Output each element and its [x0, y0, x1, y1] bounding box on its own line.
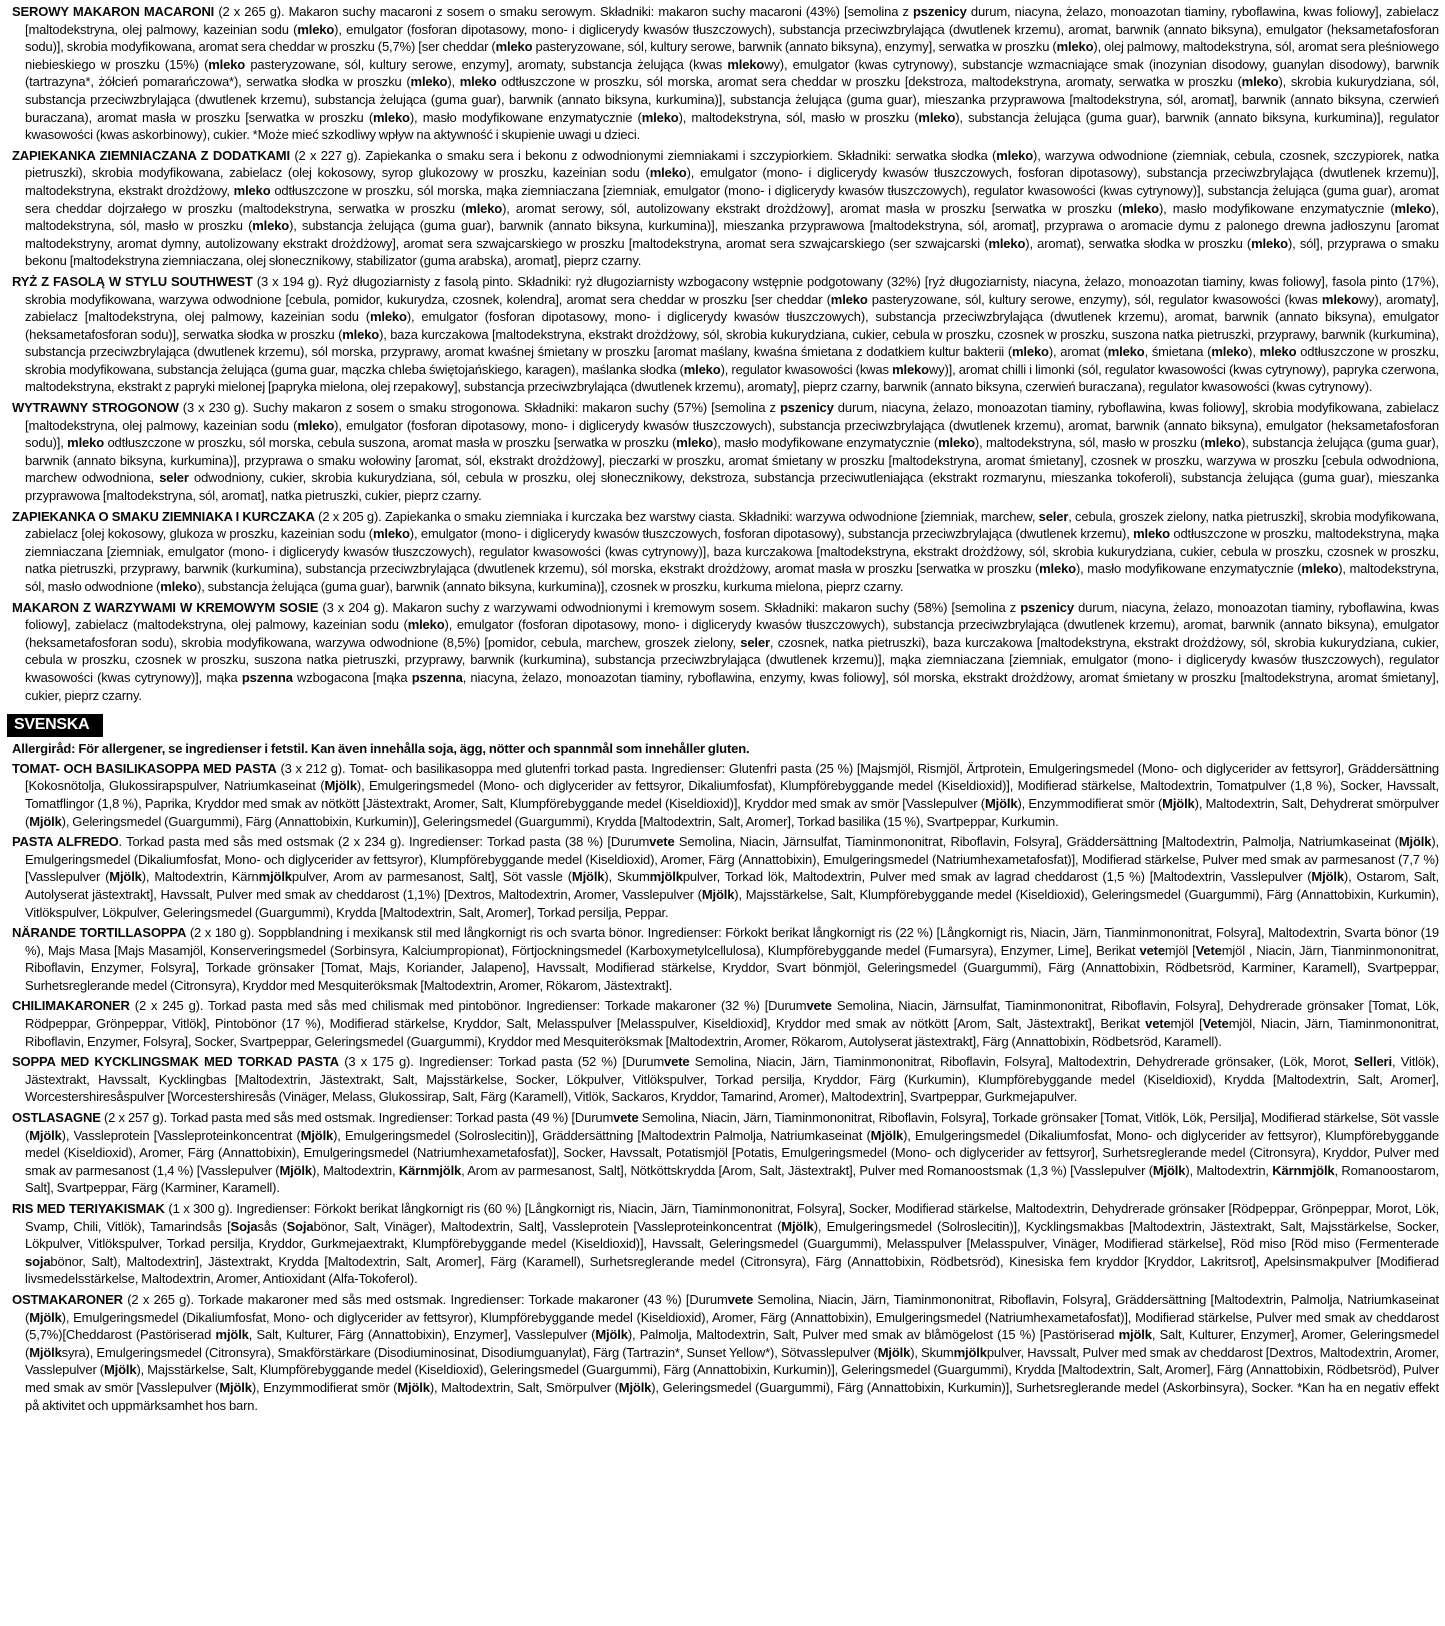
ingredient-paragraph: RYŻ Z FASOLĄ W STYLU SOUTHWEST (3 x 194 g). Ryż długoziarnisty z fasolą pinto. Składniki: ryż długoziarnisty wzbogacony wstępnie podgotowany (32%) [ryż długoziarnisty, niacyna, żelazo, monoazotan tiaminy, kwas foliowy], fasola pinto (17%), skrobia modyfikowana, warzywa odwodnione [cebula, pomidor, kukurydza, czosnek, kolendra], aromat sera cheddar w proszku [ser cheddar (mleko pasteryzowane, sól, kultury serowe, enzymy), sól, regulator kwasowości (kwas mlekowy), aromaty], zabielacz [maltodekstryna, olej palmowy, kazeinian sodu (mleko), emulgator (fosforan dipotasowy, mono- i diglicerydy kwasów tłuszczowych), substancja przeciwzbrylająca (dwutlenek krzemu), aromat, barwnik (annato biksyna), emulgator (heksametafosforan sodu)], serwatka słodka w proszku (mleko), baza kurczakowa [maltodekstryna, ekstrakt drożdżowy, sól, skrobia kukurydziana, cukier, cebula w proszku, czosnek w proszku, suszona natka pietruszki, przyprawy, barwnik (kurkumina), substancja przeciwzbrylająca (dwutlenek krzemu), sól morska, przyprawy, aromat kwaśnej śmietany w proszku [aromat maślany, kwaśna śmietana z dodatkiem kultur bakterii (mleko), aromat (mleko, śmietana (mleko), mleko odtłuszczone w proszku, skrobia modyfikowana, substancja żelująca (guma guar, mączka chleba świętojańskiego, karagen), maślanka słodka (mleko), regulator kwasowości (kwas mlekowy)], aromat chilli i limonki (sól, regulator kwasowości (kwas cytrynowy), papryka czerwona, maltodekstryna, ekstrakt z papryki mielonej [papryka mielona, olej rzepakowy], substancja przeciwzbrylająca (dwutlenek krzemu), aromaty], pieprz czarny, barwnik (annato biksyna, czerwień buraczana), regulator kwasowości (kwas cytrynowy). — [12, 273, 1440, 395]
ingredient-paragraph: CHILIMAKARONER (2 x 245 g). Torkad pasta med sås med chilismak med pintobönor. Ingredienser: Torkade makaroner (32 %) [Durumvete Semolina, Niacin, Järnsulfat, Tiaminmononitrat, Riboflavin, Folsyra], Dehydrerade grönsaker [Tomat, Lök, Rödpeppar, Grönpeppar, Vitlök], Pintobönor (17 %), Modifierad stärkelse, Kryddor, Salt, Melasspulver [Melasspulver, Kiseldioxid], Kryddor med smak av nötkött [Arom, Salt, Jästextrakt], Berikat vetemjöl [Vetemjöl, Niacin, Järn, Tiaminmononitrat, Riboflavin, Enzymer, Folsyra], Socker, Svartpeppar, Geleringsmedel (Guargummi), Kryddor med Mesquiteröksmak [Maltodextrin, Aromer, Rökarom, Autolyserat jästextrakt], Färg (Annattobixin, Rödbetsröd, Karamell). — [12, 998, 1440, 1049]
ingredient-paragraph: RIS MED TERIYAKISMAK (1 x 300 g). Ingredienser: Förkokt berikat långkornigt ris (60 %) [Långkornigt ris, Niacin, Järn, Tiaminmononitrat, Folsyra], Socker, Modifierad stärkelse, Maltodextrin, Dehydrerade grönsaker [Rödpeppar, Grönpeppar, Morot, Lök, Svamp, Chili, Vitlök), Tamarindsås [Sojasås (Sojabönor, Salt, Vinäger), Maltodextrin, Salt], Vassleprotein [Vassleproteinkoncentrat (Mjölk), Emulgeringsmedel (Solroslecitin)], Kycklingsmakbas [Maltodextrin, Jästextrakt, Salt, Majsstärkelse, Socker, Lökpulver, Vitlökspulver, Torkad persilja, Kryddor, Gurkmejaextrakt, Klumpförebyggande medel (Kiseldioxid)], Havssalt, Geleringsmedel (Guargummi), Melasspulver [Melasspulver, Vinäger, Modifierad stärkelse], Röd miso [Röd miso (Fermenterade sojabönor, Salt), Maltodextrin], Jästextrakt, Krydda [Maltodextrin, Salt, Aromer], Färg (Karamell), Surhetsreglerande medel (Citronsyra), Färg (Annattobixin, Rödbetsröd), Kinesiska fem kryddor [Kryddor, Lakritsrot], Apelsinsmakpulver [Modifierad livsmedelsstärkelse, Maltodextrin, Aromer, Antioxidant (Alfa-Tokoferol). — [12, 1201, 1439, 1287]
ingredient-paragraph: NÄRANDE TORTILLASOPPA (2 x 180 g). Soppblandning i mexikansk stil med långkornigt ris och svarta bönor. Ingredienser: Förkokt berikat långkornigt ris (22 %) [Långkornigt ris, Niacin, Järn, Tianminmononitrat, Folsyra], Maltodextrin, Svarta bönor (19 %), Majs Masa [Majs Masamjöl, Konserveringsmedel (Sorbinsyra, Kalciumpropionat), Förtjockningsmedel (Karboxymetylcellulosa), Klumpförebyggande medel (Fumarsyra), Enzymer, Lime], Berikat vetemjöl [Vetemjöl , Niacin, Järn, Tianminmononitrat, Riboflavin, Enzymer, Folsyra], Torkade grönsaker [Tomat, Majs, Koriander, Jalapeno], Havssalt, Modifierad stärkelse, Kryddor, Svart bönmjöl, Geleringsmedel (Guargummi), Färg (Annattobixin, Rödbetsröd, Karminer, Karamell), Svartpeppar, Surhetsreglerande medel (Citronsyra), Kryddor med Mesquiteröksmak [Maltodextrin, Aromer, Rökarom, Jästextrakt]. — [12, 925, 1439, 993]
ingredient-paragraph: SEROWY MAKARON MACARONI (2 x 265 g). Makaron suchy macaroni z sosem o smaku serowym. Składniki: makaron suchy macaroni (43%) [semolina z pszenicy durum, niacyna, żelazo, monoazotan tiaminy, ryboflawina, kwas foliowy], zabielacz [maltodekstryna, olej palmowy, kazeinian sodu (mleko), emulgator (fosforan dipotasowy, mono- i diglicerydy kwasów tłuszczowych), substancja przeciwzbrylająca (dwutlenek krzemu), aromat, barwnik (annato biksyna), emulgator (heksametafosforan sodu)], skrobia modyfikowana, aromat sera cheddar w proszku (5,7%) [ser cheddar (mleko pasteryzowane, sól, kultury serowe, barwnik (annato biksyna), enzymy], serwatka w proszku (mleko), olej palmowy, maltodekstryna, sól, aromat sera pleśniowego niebieskiego w proszku (15%) (mleko pasteryzowane, sól, kultury serowe, enzymy], aromaty, substancja żelująca (kwas mlekowy), emulgator (kwas cytrynowy), substancje wzmacniające smak (inozynian disodowy, guanylan disodowy), barwnik (tartrazyna*, żółcień pomarańczowa*), serwatka słodka w proszku (mleko), mleko odtłuszczone w proszku, sól morska, aromat sera cheddar w proszku [dekstroza, maltodekstryna, aromaty, serwatka w proszku (mleko), skrobia kukurydziana, sól, substancja przeciwzbrylająca (dwutlenek krzemu), substancja żelująca (guma guar), barwnik (annato biksyna, kurkumina)], substancja żelująca (guma guar), mieszanka przyprawowa [maltodekstryna, sól, aromat], barwnik (annato biksyna, czerwień buraczana), aromat masła w proszku [serwatka w proszku (mleko), masło modyfikowane enzymatycznie (mleko), maltodekstryna, sól, masło w proszku (mleko), substancja żelująca (guma guar), barwnik (annato biksyna, kurkumina)], regulator kwasowości (kwas askorbinowy), cukier. *Może mieć szkodliwy wpływ na aktywność i skupienie uwagi u dzieci. — [12, 4, 1440, 143]
section-swedish — [6, 760, 1439, 1414]
section-polish — [6, 3, 1439, 704]
svenska-badge: SVENSKA — [7, 714, 103, 737]
allergy-advice: Allergiråd: För allergener, se ingredienser i fetstil. Kan även innehålla soja, ägg, nötter och spannmål som innehåller gluten. — [12, 741, 750, 757]
ingredient-paragraph: ZAPIEKANKA ZIEMNIACZANA Z DODATKAMI (2 x 227 g). Zapiekanka o smaku sera i bekonu z odwodnionymi ziemniakami i szczypiorkiem. Składniki: serwatka słodka (mleko), warzywa odwodnione (ziemniak, cebula, czosnek, szczypiorek, natka pietruszki), skrobia modyfikowana, zabielacz (olej kokosowy, syrop glukozowy w proszku, kazeinian sodu (mleko), emulgator (mono- i diglicerydy kwasów tłuszczowych, fosforan dipotasowy), substancja przeciwzbrylająca (dwutlenek krzemu)], maltodekstryna, ekstrakt drożdżowy, mleko odtłuszczone w proszku, sól morska, mąka ziemniaczana [ziemniak, emulgator (mono- i diglicerydy kwasów tłuszczowych), regulator kwasowości (kwas cytrynowy)], substancja żelująca (guma guar), aromat sera cheddar dojrzałego w proszku (maltodekstryna, serwatka w proszku (mleko), aromat serowy, sól, autolizowany ekstrakt drożdżowy], aromat masła w proszku [serwatka w proszku (mleko), masło modyfikowane enzymatycznie (mleko), maltodekstryna, sól, masło w proszku (mleko), substancja żelująca (guma guar), barwnik (annato biksyna, kurkumina)], mieszanka przyprawowa [maltodekstryna, sól, aromat], przyprawa o aromacie dymu z palonego drewna jadłoszynu [aromat maltodekstryny, aromat dymny, autolizowany ekstrakt drożdżowy], aromat sera szwajcarskiego w proszku [maltodekstryna, aromat sera szwajcarskiego (ser szwajcarski (mleko), aromat), serwatka słodka w proszku (mleko), sól], przyprawa o smaku bekonu [maltodekstryna ziemniaczana, olej słonecznikowy, stabilizator (guma arabska), aromat], pieprz czarny. — [12, 147, 1440, 269]
ingredient-paragraph: PASTA ALFREDO. Torkad pasta med sås med ostsmak (2 x 234 g). Ingredienser: Torkad pasta (38 %) [Durumvete Semolina, Niacin, Järnsulfat, Tiaminmononitrat, Riboflavin, Folsyra], Gräddersättning [Maltodextrin, Palmolja, Natriumkaseinat (Mjölk), Emulgeringsmedel (Dikaliumfosfat, Mono- och diglycerider av fettsyror), Klumpförebyggande medel (Kiseldioxid), Aromer, Färg (Annattobixin), Emulgeringsmedel (Natriumhexametafosfat)], Modifierad stärkelse, Pulver med smak av parmesanost (7,7 %) [Vasslepulver (Mjölk), Maltodextrin, Kärnmjölkpulver, Arom av parmesanost, Salt], Söt vassle (Mjölk), Skummjölkpulver, Torkad lök, Maltodextrin, Pulver med smak av lagrad cheddarost (1,5 %) [Maltodextrin, Vasslepulver (Mjölk), Ostarom, Salt, Autolyserat jästextrakt], Havssalt, Pulver med smak av cheddarost (1,1%) [Dextros, Maltodextrin, Aromer, Vasslepulver (Mjölk), Majsstärkelse, Salt, Klumpförebyggande medel (Kiseldioxid), Geleringsmedel (Guargummi), Färg (Annattobixin, Kurkumin), Vitlökspulver, Lökpulver, Geleringsmedel (Guargummi), Krydda [Maltodextrin, Salt, Aromer], Torkad persilja, Peppar. — [12, 834, 1440, 920]
ingredient-paragraph: OSTLASAGNE (2 x 257 g). Torkad pasta med sås med ostsmak. Ingredienser: Torkad pasta (49 %) [Durumvete Semolina, Niacin, Järn, Tiaminmononitrat, Riboflavin, Folsyra], Torkade grönsaker [Tomat, Vitlök, Lök, Persilja], Modifierad stärkelse, Söt vassle (Mjölk), Vassleprotein [Vassleproteinkoncentrat (Mjölk), Emulgeringsmedel (Solroslecitin)], Gräddersättning [Maltodextrin Palmolja, Natriumkaseinat (Mjölk), Emulgeringsmedel (Dikaliumfosfat, Mono- och diglycerider av fettsyror), Klumpförebyggande medel (Kiseldioxid), Aromer, Färg (Annattobixin), Emulgeringsmedel (Natriumhexametafosfat)], Socker, Havssalt, Potatismjöl [Potatis, Emulgeringsmedel (Mono- och diglycerider av fettsyror], Surhetsreglerande medel (Citronsyra), Kryddor, Pulver med smak av parmesanost (1,4 %) [Vasslepulver (Mjölk), Maltodextrin, Kärnmjölk, Arom av parmesanost, Salt], Nötköttskrydda [Arom, Salt, Jästextrakt], Pulver med Romanoostsmak (1,3 %) [Vasslepulver (Mjölk), Maltodextrin, Kärnmjölk, Romanoostarom, Salt], Svartpeppar, Färg (Karminer, Karamell). — [12, 1110, 1440, 1196]
ingredient-paragraph: SOPPA MED KYCKLINGSMAK MED TORKAD PASTA (3 x 175 g). Ingredienser: Torkad pasta (52 %) [Durumvete Semolina, Niacin, Järn, Tiaminmononitrat, Riboflavin, Folsyra], Maltodextrin, Dehydrerade grönsaker, (Lök, Morot, Selleri, Vitlök), Jästextrakt, Havssalt, Kycklingbas [Maltodextrin, Jästextrakt, Salt, Majsstärkelse, Socker, Lökpulver, Vitlökspulver, Torkad persilja, Kryddor, Färg (Kurkumin), Klumpförebyggande medel (Kiseldioxid), Krydda [Maltodextrin, Salt, Aromer], Worcestershiresåspulver [Worcestershiresås (Vinäger, Melass, Glukossirap, Salt, Färg (Karamell), Vitlök, Sackaros, Kryddor, Tamarind, Aromer), Maltodextrin], Svartpeppar, Gurkmejapulver. — [12, 1054, 1439, 1105]
ingredient-paragraph: MAKARON Z WARZYWAMI W KREMOWYM SOSIE (3 x 204 g). Makaron suchy z warzywami odwodnionymi i kremowym sosem. Składniki: makaron suchy (58%) [semolina z pszenicy durum, niacyna, żelazo, monoazotan tiaminy, ryboflawina, kwas foliowy], zabielacz (maltodekstryna, olej palmowy, kazeinian sodu (mleko), emulgator (fosforan dipotasowy, mono- i diglicerydy kwasów tłuszczowych), substancja przeciwzbrylająca (dwutlenek krzemu), aromat, barwnik (annato biksyna), emulgator (heksametafosforan sodu), skrobia modyfikowana, warzywa odwodnione (8,5%) [pomidor, cebula, marchew, groszek zielony, seler, czosnek, natka pietruszki), baza kurczakowa [maltodekstryna, ekstrakt drożdżowy, sól, skrobia kukurydziana, cukier, cebula w proszku, czosnek w proszku, suszona natka pietruszki, przyprawy, barwnik (kurkumina), substancja przeciwzbrylająca (dwutlenek krzemu)], mąka ziemniaczana [ziemniak, emulgator (mono- i diglicerydy kwasów tłuszczowych), regulator kwasowości (kwas cytrynowy)], mąka pszenna wzbogacona [mąka pszenna, niacyna, żelazo, monoazotan tiaminy, ryboflawina, enzymy, kwas foliowy], sól morska, ekstrakt drożdżowy, aromat śmietany w proszku [maltodekstryna, aromat śmietany], cukier, pieprz czarny. — [12, 599, 1439, 703]
ingredient-paragraph: OSTMAKARONER (2 x 265 g). Torkade makaroner med sås med ostsmak. Ingredienser: Torkade makaroner (43 %) [Durumvete Semolina, Niacin, Järn, Tiaminmononitrat, Riboflavin, Folsyra], Gräddersättning [Maltodextrin, Palmolja, Natriumkaseinat (Mjölk), Emulgeringsmedel (Dikaliumfosfat, Mono- och diglycerider av fettsyror), Klumpförebyggande medel (Kiseldioxid), Aromer, Färg (Annattobixin), Emulgeringsmedel (Natriumhexametafosfat)], Modifierad stärkelse, Pulver med smak av cheddarost (5,7%)[Cheddarost (Pastöriserad mjölk, Salt, Kulturer, Färg (Annattobixin), Enzymer], Vasslepulver (Mjölk), Palmolja, Maltodextrin, Salt, Pulver med smak av blåmögelost (15 %) [Pastöriserad mjölk, Salt, Kulturer, Enzymer], Aromer, Geleringsmedel (Mjölksyra), Emulgeringsmedel (Citronsyra), Smakförstärkare (Disodiuminosinat, Disodiumguanylat), Färg (Tartrazin*, Sunset Yellow*), Sötvasslepulver (Mjölk), Skummjölkpulver, Havssalt, Pulver med smak av cheddarost [Dextros, Maltodextrin, Aromer, Vasslepulver (Mjölk), Majsstärkelse, Salt, Klumpförebyggande medel (Kiseldioxid), Geleringsmedel (Guargummi), Färg (Annattobixin, Kurkumin)], Geleringsmedel (Guargummi), Krydda [Maltodextrin, Salt, Aromer], Färg (Annattobixin, Rödbetsröd), Pulver med smak av smör [Vasslepulver (Mjölk), Enzymmodifierat smör (Mjölk), Maltodextrin, Salt, Smörpulver (Mjölk), Geleringsmedel (Guargummi), Färg (Annattobixin, Kurkumin)], Surhetsreglerande medel (Askorbinsyra), Socker. *Kan ha en negativ effekt på aktivitet och uppmärksamhet hos barn. — [12, 1291, 1440, 1413]
ingredient-paragraph: TOMAT- OCH BASILIKASOPPA MED PASTA (3 x 212 g). Tomat- och basilikasoppa med glutenfri torkad pasta. Ingredienser: Glutenfri pasta (25 %) [Majsmjöl, Rismjöl, Ärtprotein, Emulgeringsmedel (Mono- och diglycerider av fettsyror], Gräddersättning [Kokosnötolja, Glukossirapspulver, Natriumkaseinat (Mjölk), Emulgeringsmedel (Mono- och diglycerider av fettsyror, Dikaliumfosfat), Klumpförebyggande medel (Kiseldioxid)], Modifierad stärkelse, Maltodextrin, Tomatpulver (1,8 %), Socker, Havssalt, Tomatflingor (1,8 %), Paprika, Kryddor med smak av nötkött [Jästextrakt, Aromer, Salt, Klumpförebyggande medel (Kiseldioxid)], Kryddor med smak av smör [Vasslepulver (Mjölk), Enzymmodifierat smör (Mjölk), Maltodextrin, Salt, Dehydrerat smörpulver (Mjölk), Geleringsmedel (Guargummi), Färg (Annattobixin, Kurkumin)], Geleringsmedel (Guargummi), Krydda [Maltodextrin, Salt, Aromer], Torkad basilika (15 %), Svartpeppar, Kurkumin. — [12, 760, 1440, 829]
ingredient-paragraph: ZAPIEKANKA O SMAKU ZIEMNIAKA I KURCZAKA (2 x 205 g). Zapiekanka o smaku ziemniaka i kurczaka bez warstwy ciasta. Składniki: warzywa odwodnione [ziemniak, marchew, seler, cebula, groszek zielony, natka pietruszki], skrobia modyfikowana, zabielacz [olej kokosowy, glukoza w proszku, kazeinian sodu (mleko), emulgator (mono- i diglicerydy kwasów tłuszczowych, fosforan dipotasowy), substancja przeciwzbrylająca (dwutlenek krzemu), mleko odtłuszczone w proszku, maltodekstryna, mąka ziemniaczana [ziemniak, emulgator (mono- i diglicerydy kwasów tłuszczowych), regulator kwasowości (kwas cytrynowy)], baza kurczakowa [maltodekstryna, ekstrakt drożdżowy, sól, skrobia kukurydziana, cukier, cebula w proszku, czosnek w proszku, natka pietruszki, przyprawy, barwnik (kurkumina), substancja przeciwzbrylająca (dwutlenek krzemu), sól morska, ekstrakt drożdżowy, aromat masła w proszku [serwatka w proszku (mleko), masło modyfikowane enzymatycznie (mleko), maltodekstryna, sól, masło odwodnione (mleko), substancja żelująca (guma guar), barwnik (annato biksyna, kurkumina)], czosnek w proszku, kurkuma mielona, pieprz czarny. — [12, 508, 1439, 594]
ingredient-paragraph: WYTRAWNY STROGONOW (3 x 230 g). Suchy makaron z sosem o smaku strogonowa. Składniki: makaron suchy (57%) [semolina z pszenicy durum, niacyna, żelazo, monoazotan tiaminy, ryboflawina, kwas foliowy], skrobia modyfikowana, zabielacz [maltodekstryna, olej palmowy, kazeinian sodu (mleko), emulgator (fosforan dipotasowy, mono- i diglicerydy kwasów tłuszczowych), substancja przeciwzbrylająca (dwutlenek krzemu), aromat, barwnik (annato biksyna), emulgator (heksametafosforan sodu)], mleko odtłuszczone w proszku, sól morska, cebula suszona, aromat masła w proszku [serwatka w proszku (mleko), masło modyfikowane enzymatycznie (mleko), maltodekstryna, sól, masło w proszku (mleko), substancja żelująca (guma guar), barwnik (annato biksyna, kurkumina)], przyprawa o smaku wołowiny [aromat, sól, ekstrakt drożdżowy], pieczarki w proszku, aromat śmietany w proszku [maltodekstryna, aromat śmietany], czosnek w proszku, warzywa w proszku [cebula odwodniona, marchew odwodniona, seler odwodniony, cukier, skrobia kukurydziana, sól, cebula w proszku, olej słonecznikowy, dekstroza, substancja przeciwutleniająca (ekstrakt rozmarynu, mieszanka tokoferoli), substancja żelująca (guma guar), mieszanka przyprawowa [maltodekstryna, sól, aromat], natka pietruszki, cukier, pieprz czarny. — [12, 400, 1440, 504]
